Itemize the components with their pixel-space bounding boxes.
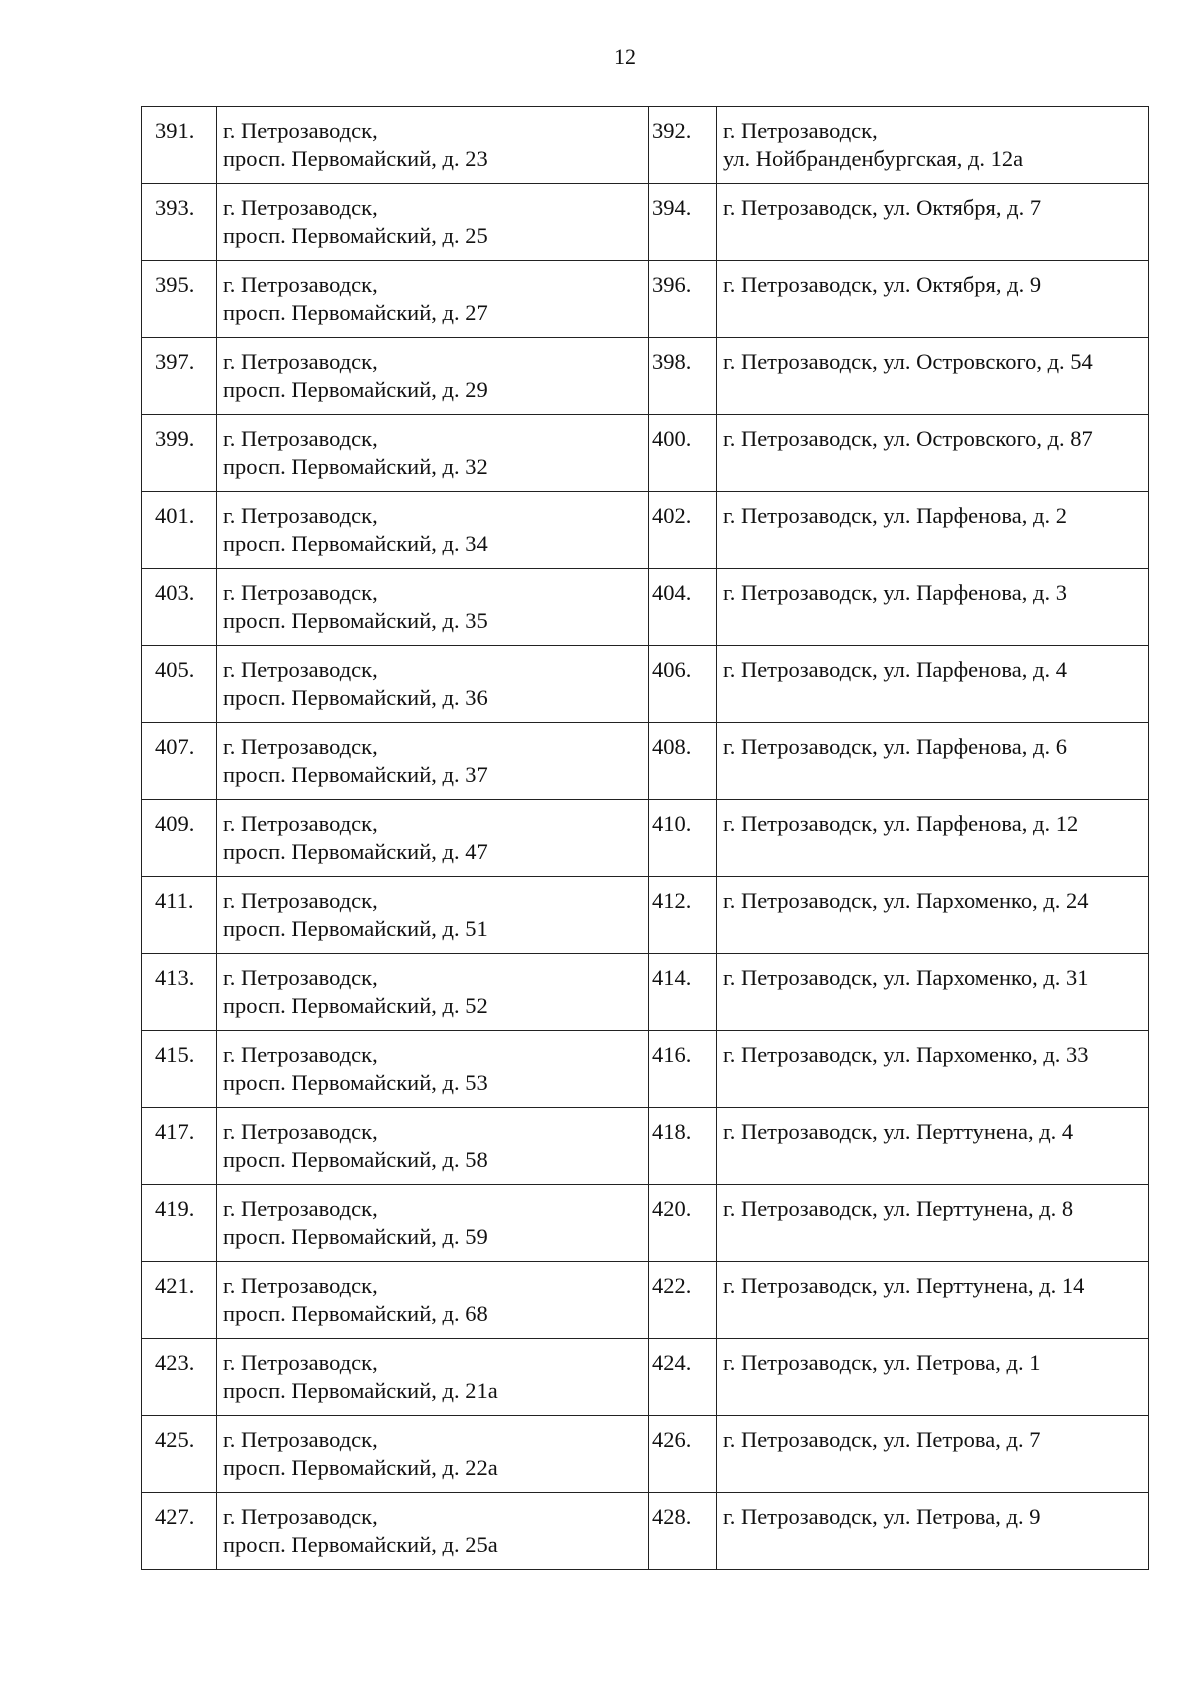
entry-number-left: 403. [142,569,217,646]
address-line: г. Петрозаводск, ул. Парфенова, д. 6 [723,734,1067,759]
address-line: г. Петрозаводск, ул. Октября, д. 7 [723,195,1042,220]
address-cell-right [717,1339,1149,1416]
table-row [142,1339,1149,1416]
entry-number-right: 404. [649,569,717,646]
address-line: г. Петрозаводск, ул. Парфенова, д. 3 [723,580,1067,605]
address-line: просп. Первомайский, д. 34 [223,531,488,556]
address-cell-right [717,1262,1149,1339]
address-line: г. Петрозаводск, ул. Перттунена, д. 8 [723,1196,1074,1221]
entry-number-left: 421. [142,1262,217,1339]
address-line: г. Петрозаводск, [223,657,378,682]
entry-number-right: 416. [649,1031,717,1108]
address-line: просп. Первомайский, д. 58 [223,1147,488,1172]
table-row [142,723,1149,800]
address-cell-left [217,1339,649,1416]
address-cell-left [217,800,649,877]
address-cell-right [717,1185,1149,1262]
address-cell-left [217,723,649,800]
entry-number-left: 417. [142,1108,217,1185]
address-line: г. Петрозаводск, [223,580,378,605]
table-row [142,338,1149,415]
address-cell-right [717,107,1149,184]
address-line: г. Петрозаводск, [223,888,378,913]
address-cell-right [717,877,1149,954]
table-row [142,646,1149,723]
entry-number-left: 393. [142,184,217,261]
address-cell-right [717,492,1149,569]
address-cell-right [717,723,1149,800]
table-row [142,492,1149,569]
table-row [142,1416,1149,1493]
table-row [142,1262,1149,1339]
entry-number-right: 418. [649,1108,717,1185]
address-line: просп. Первомайский, д. 25а [223,1532,498,1557]
address-line: г. Петрозаводск, [223,195,378,220]
address-cell-right [717,1493,1149,1570]
table-row [142,184,1149,261]
address-line: ул. Нойбранденбургская, д. 12а [723,146,1024,171]
entry-number-right: 426. [649,1416,717,1493]
entry-number-left: 411. [142,877,217,954]
entry-number-right: 402. [649,492,717,569]
entry-number-right: 428. [649,1493,717,1570]
entry-number-left: 401. [142,492,217,569]
entry-number-left: 409. [142,800,217,877]
address-line: просп. Первомайский, д. 36 [223,685,488,710]
entry-number-left: 407. [142,723,217,800]
address-line: г. Петрозаводск, [223,1196,378,1221]
address-line: г. Петрозаводск, [223,965,378,990]
table-row [142,107,1149,184]
address-line: просп. Первомайский, д. 37 [223,762,488,787]
address-cell-right [717,954,1149,1031]
address-cell-left [217,1416,649,1493]
address-line: г. Петрозаводск, ул. Парфенова, д. 2 [723,503,1067,528]
address-line: г. Петрозаводск, [223,1350,378,1375]
address-line: г. Петрозаводск, ул. Перттунена, д. 14 [723,1273,1085,1298]
address-line: г. Петрозаводск, [223,811,378,836]
table-row [142,877,1149,954]
address-line: г. Петрозаводск, ул. Пархоменко, д. 31 [723,965,1089,990]
address-cell-right [717,569,1149,646]
table-row [142,954,1149,1031]
entry-number-right: 420. [649,1185,717,1262]
address-cell-left [217,1493,649,1570]
address-cell-right [717,1108,1149,1185]
address-line: просп. Первомайский, д. 21а [223,1378,498,1403]
entry-number-right: 392. [649,107,717,184]
address-cell-left [217,877,649,954]
address-line: г. Петрозаводск, [223,1427,378,1452]
address-cell-left [217,1185,649,1262]
entry-number-right: 394. [649,184,717,261]
entry-number-left: 423. [142,1339,217,1416]
address-line: г. Петрозаводск, ул. Парфенова, д. 4 [723,657,1067,682]
address-line: г. Петрозаводск, [223,1504,378,1529]
address-line: г. Петрозаводск, ул. Островского, д. 54 [723,349,1093,374]
table-row [142,1185,1149,1262]
address-line: просп. Первомайский, д. 59 [223,1224,488,1249]
address-cell-right [717,1416,1149,1493]
address-table [141,106,1149,1570]
address-line: просп. Первомайский, д. 22а [223,1455,498,1480]
address-line: просп. Первомайский, д. 29 [223,377,488,402]
address-cell-right [717,646,1149,723]
address-line: г. Петрозаводск, ул. Островского, д. 87 [723,426,1093,451]
address-cell-left [217,338,649,415]
table-row [142,261,1149,338]
address-cell-right [717,800,1149,877]
entry-number-right: 414. [649,954,717,1031]
address-cell-left [217,1262,649,1339]
address-cell-right [717,415,1149,492]
address-line: г. Петрозаводск, [223,349,378,374]
table-row [142,1108,1149,1185]
address-line: г. Петрозаводск, ул. Октября, д. 9 [723,272,1042,297]
entry-number-left: 413. [142,954,217,1031]
address-line: г. Петрозаводск, ул. Пархоменко, д. 24 [723,888,1089,913]
entry-number-right: 396. [649,261,717,338]
entry-number-right: 424. [649,1339,717,1416]
address-line: г. Петрозаводск, ул. Петрова, д. 1 [723,1350,1041,1375]
address-line: просп. Первомайский, д. 32 [223,454,488,479]
address-cell-left [217,107,649,184]
table-row [142,569,1149,646]
entry-number-right: 398. [649,338,717,415]
entry-number-right: 408. [649,723,717,800]
address-line: г. Петрозаводск, [723,118,878,143]
address-line: г. Петрозаводск, [223,503,378,528]
address-cell-left [217,954,649,1031]
address-line: г. Петрозаводск, ул. Перттунена, д. 4 [723,1119,1074,1144]
address-cell-left [217,492,649,569]
address-cell-left [217,261,649,338]
address-line: просп. Первомайский, д. 23 [223,146,488,171]
address-cell-right [717,184,1149,261]
entry-number-left: 425. [142,1416,217,1493]
address-line: г. Петрозаводск, [223,1042,378,1067]
address-cell-right [717,261,1149,338]
table-row [142,800,1149,877]
address-cell-left [217,646,649,723]
entry-number-left: 405. [142,646,217,723]
address-line: просп. Первомайский, д. 51 [223,916,488,941]
entry-number-right: 422. [649,1262,717,1339]
entry-number-left: 427. [142,1493,217,1570]
entry-number-left: 399. [142,415,217,492]
address-line: г. Петрозаводск, ул. Петрова, д. 7 [723,1427,1041,1452]
table-row [142,1031,1149,1108]
address-cell-left [217,569,649,646]
entry-number-left: 419. [142,1185,217,1262]
address-line: просп. Первомайский, д. 25 [223,223,488,248]
entry-number-right: 406. [649,646,717,723]
address-line: г. Петрозаводск, ул. Парфенова, д. 12 [723,811,1079,836]
address-line: просп. Первомайский, д. 52 [223,993,488,1018]
address-cell-right [717,338,1149,415]
entry-number-right: 400. [649,415,717,492]
address-line: просп. Первомайский, д. 27 [223,300,488,325]
address-line: г. Петрозаводск, [223,118,378,143]
address-cell-left [217,1031,649,1108]
address-cell-left [217,184,649,261]
address-table-body [142,107,1149,1570]
address-line: г. Петрозаводск, ул. Пархоменко, д. 33 [723,1042,1089,1067]
address-line: г. Петрозаводск, [223,1273,378,1298]
table-row [142,415,1149,492]
entry-number-right: 412. [649,877,717,954]
address-cell-left [217,415,649,492]
entry-number-left: 397. [142,338,217,415]
address-cell-left [217,1108,649,1185]
entry-number-left: 395. [142,261,217,338]
address-line: просп. Первомайский, д. 47 [223,839,488,864]
address-line: г. Петрозаводск, [223,1119,378,1144]
entry-number-left: 391. [142,107,217,184]
entry-number-left: 415. [142,1031,217,1108]
address-line: просп. Первомайский, д. 53 [223,1070,488,1095]
table-row [142,1493,1149,1570]
address-line: г. Петрозаводск, ул. Петрова, д. 9 [723,1504,1041,1529]
address-line: г. Петрозаводск, [223,734,378,759]
entry-number-right: 410. [649,800,717,877]
page-number: 12 [614,44,636,69]
address-line: г. Петрозаводск, [223,272,378,297]
address-line: просп. Первомайский, д. 35 [223,608,488,633]
address-line: г. Петрозаводск, [223,426,378,451]
address-cell-right [717,1031,1149,1108]
address-line: просп. Первомайский, д. 68 [223,1301,488,1326]
